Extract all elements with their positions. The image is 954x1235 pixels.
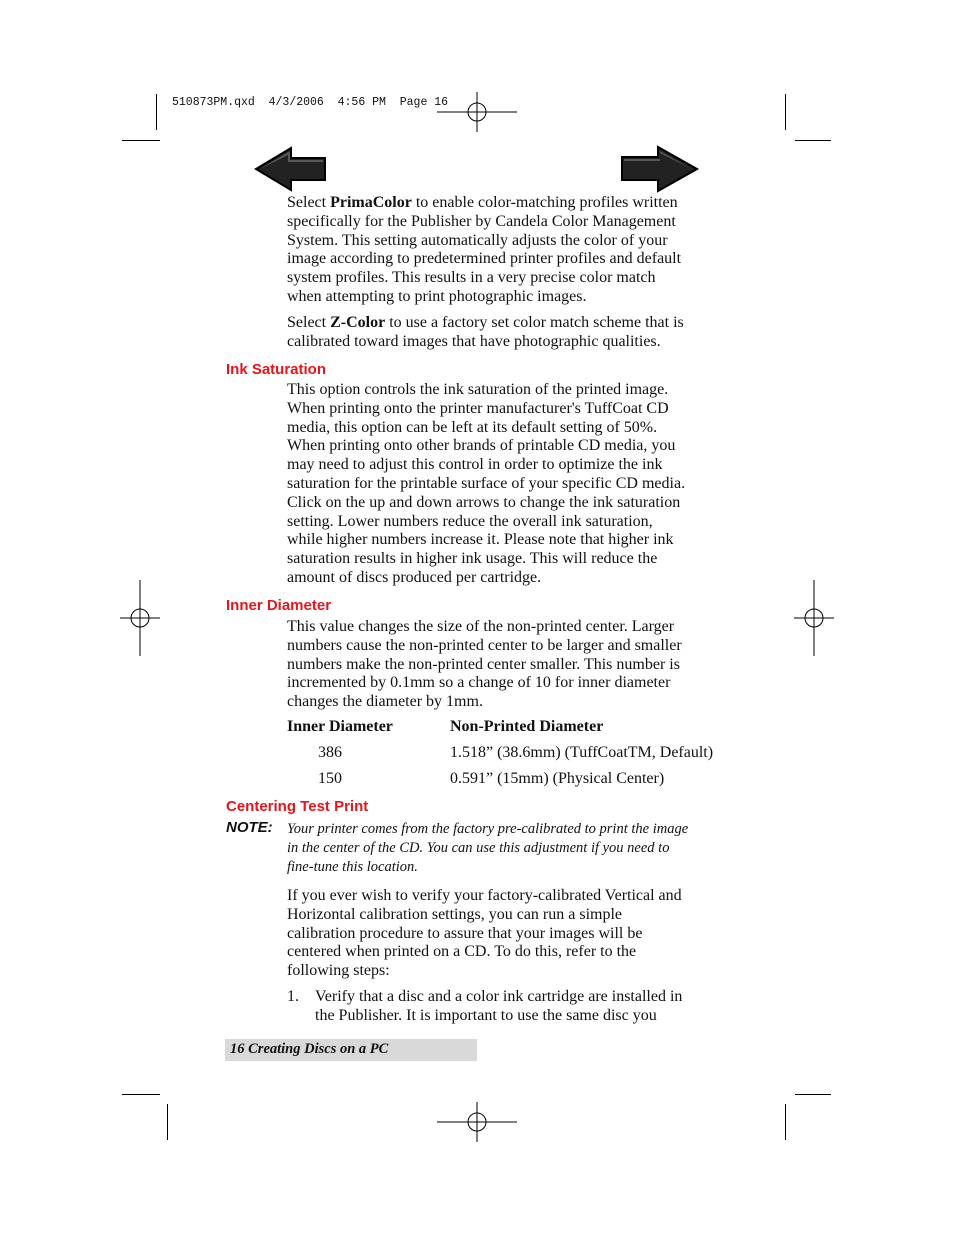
text-line: when attempting to print photographic images. <box>287 287 587 305</box>
text-line: When printing onto the printer manufacturer's TuffCoat CD <box>287 399 669 417</box>
text-line: numbers cause the non-printed center to be larger and smaller <box>287 636 682 654</box>
table-cell: 386 <box>318 744 342 761</box>
text-line: amount of discs produced per cartridge. <box>287 568 542 586</box>
centering-test-print-heading: Centering Test Print <box>226 798 369 815</box>
text-line: Select Z-Color to use a factory set color match scheme that is <box>287 314 684 331</box>
step-number: 1. <box>287 988 299 1005</box>
text-line: numbers make the non-printed center smaller. This number is <box>287 655 680 673</box>
text-line: saturation results in higher ink usage. This will reduce the <box>287 550 658 568</box>
text-line: fine-tune this location. <box>287 858 418 875</box>
text-line: calibrated toward images that have photographic qualities. <box>287 332 661 350</box>
zcolor-option: Z-Color <box>330 314 386 331</box>
note-label: NOTE: <box>226 819 273 836</box>
table-cell: 1.518” (38.6mm) (TuffCoatTM, Default) <box>450 744 714 761</box>
primacolor-paragraph <box>287 194 727 307</box>
primacolor-option: PrimaColor <box>330 194 412 211</box>
left-arrow-icon[interactable] <box>253 146 327 192</box>
footer-label: 16 Creating Discs on a PC <box>230 1041 389 1057</box>
text-line: Your printer comes from the factory pre-calibrated to print the image <box>287 821 689 837</box>
text-line: If you ever wish to verify your factory-calibrated Vertical and <box>287 887 682 904</box>
text-line: while higher numbers increase it. Please note that higher ink <box>287 531 674 549</box>
text-line: setting. Lower numbers reduce the overall ink saturation, <box>287 512 653 530</box>
text-line: Verify that a disc and a color ink cartridge are installed in <box>315 988 683 1005</box>
text-line: This value changes the size of the non-printed center. Larger <box>287 618 675 635</box>
zcolor-paragraph <box>287 314 727 352</box>
table-header: Non-Printed Diameter <box>450 718 604 735</box>
inner-diameter-heading: Inner Diameter <box>226 597 332 614</box>
text-line: saturation for the printable surface of your specific CD media. <box>287 474 686 492</box>
table-cell: 0.591” (15mm) (Physical Center) <box>450 770 665 787</box>
text-line: centered when printed on a CD. To do this, refer to the <box>287 943 637 961</box>
page-footer <box>225 1039 477 1061</box>
text-line: image according to predetermined printer profiles and default <box>287 250 682 268</box>
text-line: calibration procedure to assure that your images will be <box>287 924 643 942</box>
registration-mark-left <box>120 580 160 656</box>
slug-line: 510873PM.qxd 4/3/2006 4:56 PM Page 16 <box>172 96 449 109</box>
note-text <box>287 820 727 876</box>
text-line: system profiles. This results in a very precise color match <box>287 269 656 287</box>
text-line: When printing onto other brands of printable CD media, you <box>287 437 676 455</box>
text-line: This option controls the ink saturation of the printed image. <box>287 381 669 398</box>
text-line: may need to adjust this control in order to optimize the ink <box>287 456 663 474</box>
text-line: specifically for the Publisher by Candela Color Management <box>287 212 676 230</box>
text-line: incremented by 0.1mm so a change of 10 for inner diameter <box>287 674 671 692</box>
table-cell: 150 <box>318 770 342 787</box>
ink-saturation-paragraph <box>287 381 727 588</box>
text-line: Click on the up and down arrows to change the ink saturation <box>287 493 681 511</box>
step-1-text <box>315 988 727 1026</box>
text-line: the Publisher. It is important to use the same disc you <box>315 1006 657 1024</box>
text-line: media, this option can be left at its default setting of 50%. <box>287 418 658 436</box>
registration-mark-top <box>437 92 517 132</box>
registration-mark-bottom <box>437 1102 517 1142</box>
text-line: following steps: <box>287 962 390 980</box>
text-line: Horizontal calibration settings, you can run a simple <box>287 905 623 923</box>
text-line: System. This setting automatically adjusts the color of your <box>287 231 668 249</box>
text-line: in the center of the CD. You can use this adjustment if you need to <box>287 839 670 856</box>
centering-paragraph <box>287 887 727 981</box>
table-header: Inner Diameter <box>287 718 393 735</box>
registration-mark-right <box>794 580 834 656</box>
text-line: changes the diameter by 1mm. <box>287 693 483 711</box>
right-arrow-icon[interactable] <box>620 145 700 193</box>
inner-diameter-paragraph <box>287 618 727 712</box>
ink-saturation-heading: Ink Saturation <box>226 361 327 378</box>
text-line: Select PrimaColor to enable color-matching profiles written <box>287 194 678 211</box>
